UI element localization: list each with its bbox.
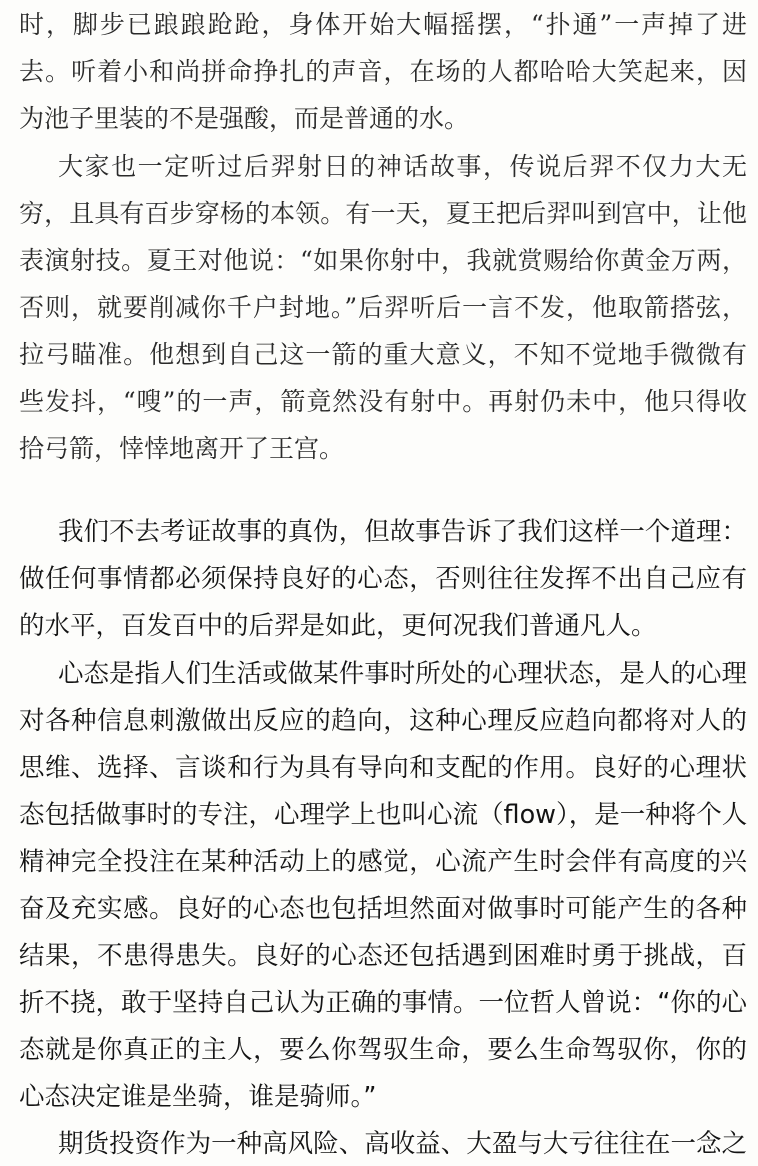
- text-line: 拉弓瞄准。他想到自己这一箭的重大意义，不知不觉地手微微有: [19, 340, 747, 369]
- text-line: 对各种信息刺激做出反应的趋向，这种心理反应趋向都将对人的: [19, 706, 747, 736]
- text-line: 我们不去考证故事的真伪，但故事告诉了我们这样一个道理：: [58, 517, 747, 547]
- text-line: 折不挠，敢于坚持自己认为正确的事情。一位哲人曾说：“你的心: [19, 988, 747, 1018]
- text-line: 否则，就要削减你千户封地。”后羿听后一言不发，他取箭搭弦，: [19, 293, 747, 322]
- text-line: 去。听着小和尚拼命挣扎的声音，在场的人都哈哈大笑起来，因: [19, 57, 747, 86]
- text-line: 奋及充实感。良好的心态也包括坦然面对做事时可能产生的各种: [19, 894, 747, 924]
- text-line: 精神完全投注在某种活动上的感觉，心流产生时会伴有高度的兴: [19, 847, 747, 877]
- text-line: 大家也一定听过后羿射日的神话故事，传说后羿不仅力大无: [58, 152, 747, 181]
- text-line: 时，脚步已踉踉跄跄，身体开始大幅摇摆，“扑通”一声掉了进: [19, 10, 747, 39]
- text-line: 态就是你真正的主人，要么你驾驭生命，要么生命驾驭你，你的: [19, 1035, 747, 1065]
- text-line: 为池子里装的不是强酸，而是普通的水。: [19, 104, 470, 133]
- text-line: 的水平，百发百中的后羿是如此，更何况我们普通凡人。: [19, 611, 657, 641]
- text-line: 心态决定谁是坐骑，谁是骑师。”: [19, 1082, 377, 1112]
- text-line: 些发抖，“嗖”的一声，箭竟然没有射中。再射仍未中，他只得收: [19, 387, 747, 416]
- text-line: 做任何事情都必须保持良好的心态，否则往往发挥不出自己应有: [19, 564, 747, 594]
- text-line: 结果，不患得患失。良好的心态还包括遇到困难时勇于挑战，百: [19, 941, 747, 971]
- text-line: 表演射技。夏王对他说：“如果你射中，我就赏赐给你黄金万两，: [19, 246, 747, 275]
- text-line: 期货投资作为一种高风险、高收益、大盈与大亏往往在一念之: [58, 1129, 747, 1159]
- text-line: 思维、选择、言谈和行为具有导向和支配的作用。良好的心理状: [19, 753, 747, 783]
- text-line: 拾弓箭，悻悻地离开了王宫。: [19, 434, 345, 463]
- text-line: 穷，且具有百步穿杨的本领。有一天，夏王把后羿叫到宫中，让他: [19, 199, 747, 228]
- text-line: 态包括做事时的专注，心理学上也叫心流（flow），是一种将个人: [19, 800, 748, 830]
- text-line: 心态是指人们生活或做某件事时所处的心理状态，是人的心理: [58, 659, 747, 689]
